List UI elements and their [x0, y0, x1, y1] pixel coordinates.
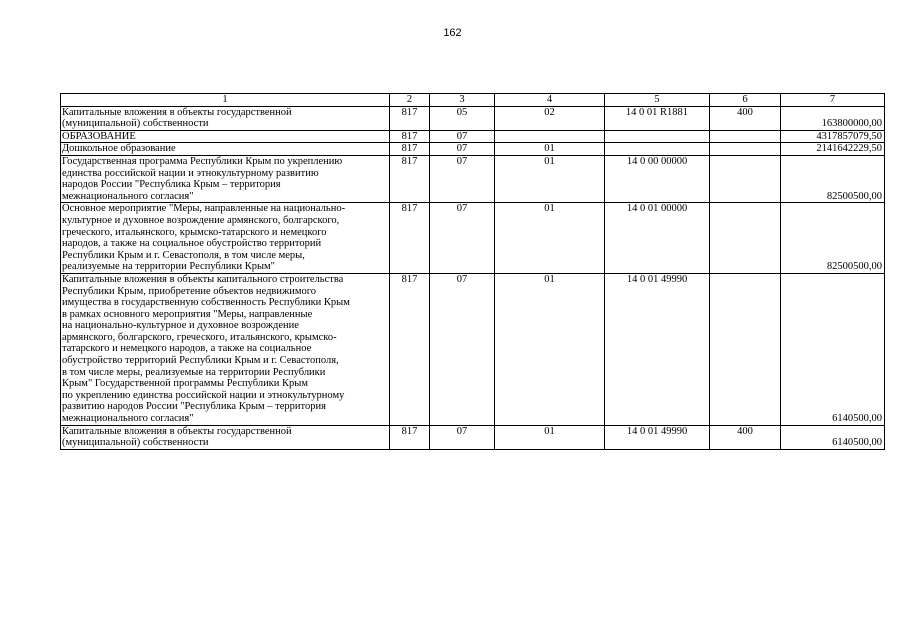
row-name — [61, 425, 390, 449]
row-amount: 6140500,00 — [781, 425, 885, 449]
column-header: 3 — [430, 94, 495, 107]
row-code-c5 — [605, 130, 710, 143]
row-name — [61, 130, 390, 143]
row-code-c2: 817 — [390, 155, 430, 202]
row-code-c3: 07 — [430, 130, 495, 143]
row-code-c2: 817 — [390, 203, 430, 274]
row-name-line: Государственная программа Республики Крым по укреплению — [62, 155, 343, 167]
row-code-c6: 400 — [710, 106, 781, 130]
row-name-line: (муниципальной) собственности — [62, 437, 209, 449]
row-amount: 4317857079,50 — [781, 130, 885, 143]
row-code-c6 — [710, 203, 781, 274]
row-code-c5: 14 0 01 R1881 — [605, 106, 710, 130]
row-name-line: (муниципальной) собственности — [62, 118, 209, 130]
row-code-c2: 817 — [390, 130, 430, 143]
row-name-line: по укреплению единства российской нации и этнокультурному — [62, 389, 345, 401]
row-code-c6 — [710, 155, 781, 202]
row-code-c6 — [710, 143, 781, 156]
row-code-c3: 07 — [430, 203, 495, 274]
column-header: 4 — [495, 94, 605, 107]
row-name-line: татарского и немецкого народов, а также на социальное — [62, 343, 312, 355]
row-code-c2: 817 — [390, 106, 430, 130]
table-row — [61, 203, 885, 274]
row-name — [61, 203, 390, 274]
row-amount: 6140500,00 — [781, 273, 885, 425]
row-amount: 163800000,00 — [781, 106, 885, 130]
row-name-line: реализуемые на территории Республики Крым" — [62, 261, 275, 273]
row-name-line: межнационального согласия" — [62, 190, 194, 202]
row-code-c4: 01 — [495, 155, 605, 202]
row-name-line: Основное мероприятие "Меры, направленные на национально- — [62, 203, 346, 215]
row-code-c3: 07 — [430, 143, 495, 156]
table-row — [61, 425, 885, 449]
row-code-c3: 07 — [430, 425, 495, 449]
row-code-c3: 07 — [430, 155, 495, 202]
row-name — [61, 143, 390, 156]
budget-table — [60, 93, 885, 450]
row-code-c4: 01 — [495, 143, 605, 156]
row-name-line: культурное и духовное возрождение армянского, болгарского, — [62, 214, 340, 226]
table-row — [61, 130, 885, 143]
row-name-line: народов России "Республика Крым – территория — [62, 179, 281, 191]
table-row — [61, 155, 885, 202]
row-amount: 82500500,00 — [781, 203, 885, 274]
row-code-c3: 07 — [430, 273, 495, 425]
row-code-c5 — [605, 143, 710, 156]
row-code-c2: 817 — [390, 273, 430, 425]
row-code-c6 — [710, 273, 781, 425]
row-amount: 2141642229,50 — [781, 143, 885, 156]
row-code-c6: 400 — [710, 425, 781, 449]
row-name — [61, 106, 390, 130]
column-header: 2 — [390, 94, 430, 107]
column-header: 1 — [61, 94, 390, 107]
table-row — [61, 143, 885, 156]
row-code-c4: 02 — [495, 106, 605, 130]
row-name-line: Крым" Государственной программы Республики Крым — [62, 378, 308, 390]
page-number: 162 — [443, 27, 462, 39]
row-code-c6 — [710, 130, 781, 143]
row-name-line: Республики Крым, приобретение объектов недвижимого — [62, 285, 317, 297]
row-name-line: имущества в государственную собственность Республики Крым — [62, 297, 350, 309]
row-name-line: на национально-культурное и духовное возрождение — [62, 320, 299, 332]
row-name-line: греческого, итальянского, крымско-татарского и немецкого — [62, 226, 327, 238]
row-code-c4: 01 — [495, 203, 605, 274]
row-amount: 82500500,00 — [781, 155, 885, 202]
row-code-c5: 14 0 01 49990 — [605, 425, 710, 449]
row-name-line: ОБРАЗОВАНИЕ — [62, 130, 136, 142]
row-code-c2: 817 — [390, 425, 430, 449]
row-name-line: в рамках основного мероприятия "Меры, направленные — [62, 308, 313, 320]
row-code-c3: 05 — [430, 106, 495, 130]
row-code-c5: 14 0 01 00000 — [605, 203, 710, 274]
row-name-line: Капитальные вложения в объекты государственной — [62, 106, 292, 118]
row-name-line: Капитальные вложения в объекты капитального строительства — [62, 273, 344, 285]
row-name-line: Капитальные вложения в объекты государственной — [62, 425, 292, 437]
row-name-line: в том числе меры, реализуемые на территории Республики — [62, 366, 326, 378]
table-row — [61, 273, 885, 425]
row-name-line: армянского, болгарского, греческого, итальянского, крымско- — [62, 331, 337, 343]
row-code-c5: 14 0 00 00000 — [605, 155, 710, 202]
header-row — [61, 94, 885, 107]
row-name-line: единства российской нации и этнокультурному развитию — [62, 167, 319, 179]
row-name — [61, 273, 390, 425]
row-code-c5: 14 0 01 49990 — [605, 273, 710, 425]
row-name-line: Республики Крым и г. Севастополя, в том числе меры, — [62, 249, 305, 261]
column-header: 7 — [781, 94, 885, 107]
row-code-c4: 01 — [495, 425, 605, 449]
column-header: 6 — [710, 94, 781, 107]
row-code-c4 — [495, 130, 605, 143]
row-name-line: межнационального согласия" — [62, 413, 194, 425]
row-name — [61, 155, 390, 202]
row-name-line: народов, а также на социальное обустройство территорий — [62, 238, 322, 250]
row-code-c4: 01 — [495, 273, 605, 425]
row-name-line: развитию народов России "Республика Крым – территория — [62, 401, 326, 413]
row-code-c2: 817 — [390, 143, 430, 156]
column-header: 5 — [605, 94, 710, 107]
table-row — [61, 106, 885, 130]
row-name-line: Дошкольное образование — [62, 143, 176, 155]
row-name-line: обустройство территорий Республики Крым и г. Севастополя, — [62, 355, 339, 367]
